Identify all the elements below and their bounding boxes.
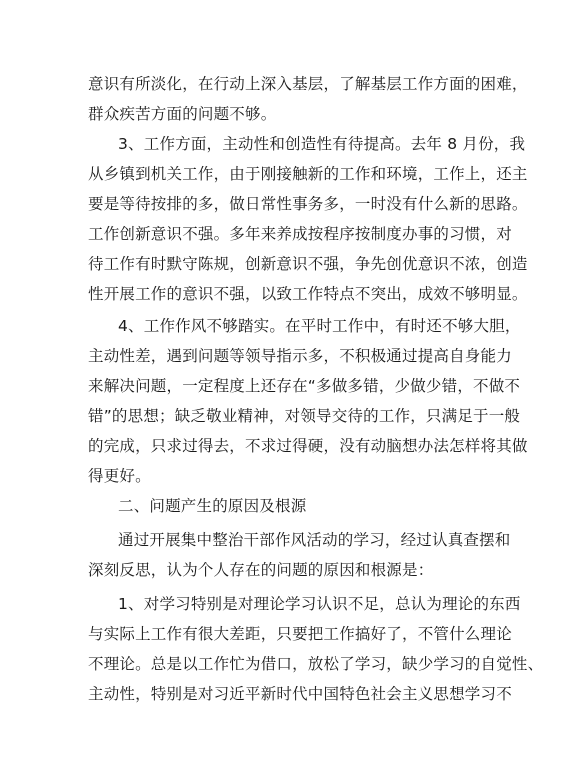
text-line: 主动性差，遇到问题等领导指示多，不积极通过提高自身能力 bbox=[88, 347, 512, 365]
text-line: 性开展工作的意识不强，以致工作特点不突出，成效不够明显。 bbox=[88, 285, 528, 303]
text-line: 群众疾苦方面的问题不够。 bbox=[88, 105, 277, 123]
text-line: 1、对学习特别是对理论学习认识不足，总认为理论的东西 bbox=[118, 595, 521, 613]
text-line: 3、工作方面，主动性和创造性有待提高。去年 8 月份，我 bbox=[118, 135, 526, 153]
text-line: 错”的思想；缺乏敬业精神，对领导交待的工作，只满足于一般 bbox=[88, 407, 521, 425]
text-line: 得更好。 bbox=[88, 467, 151, 485]
text-line: 深刻反思，认为个人存在的问题的原因和根源是： bbox=[88, 561, 434, 579]
text-line: 待工作有时默守陈规，创新意识不强，争先创优意识不浓，创造 bbox=[88, 255, 528, 273]
section-heading: 二、问题产生的原因及根源 bbox=[118, 497, 307, 515]
text-line: 工作创新意识不强。多年来养成按程序按制度办事的习惯，对 bbox=[88, 225, 512, 243]
text-line: 意识有所淡化，在行动上深入基层，了解基层工作方面的困难， bbox=[88, 75, 528, 93]
text-line: 的完成，只求过得去，不求过得硬，没有动脑想办法怎样将其做 bbox=[88, 437, 528, 455]
text-line: 来解决问题，一定程度上还存在“多做多错，少做少错，不做不 bbox=[88, 377, 521, 395]
text-line: 通过开展集中整治干部作风活动的学习，经过认真查摆和 bbox=[118, 531, 511, 549]
text-line: 要是等待按排的多，做日常性事务多，一时没有什么新的思路。 bbox=[88, 195, 528, 213]
text-line: 从乡镇到机关工作，由于刚接触新的工作和环境，工作上，还主 bbox=[88, 165, 528, 183]
text-line: 与实际上工作有很大差距，只要把工作搞好了，不管什么理论 bbox=[88, 625, 512, 643]
text-line: 4、工作作风不够踏实。在平时工作中，有时还不够大胆， bbox=[118, 317, 521, 335]
text-line: 主动性，特别是对习近平新时代中国特色社会主义思想学习不 bbox=[88, 685, 512, 703]
text-line: 不理论。总是以工作忙为借口，放松了学习，缺少学习的自觉性、 bbox=[88, 655, 544, 673]
